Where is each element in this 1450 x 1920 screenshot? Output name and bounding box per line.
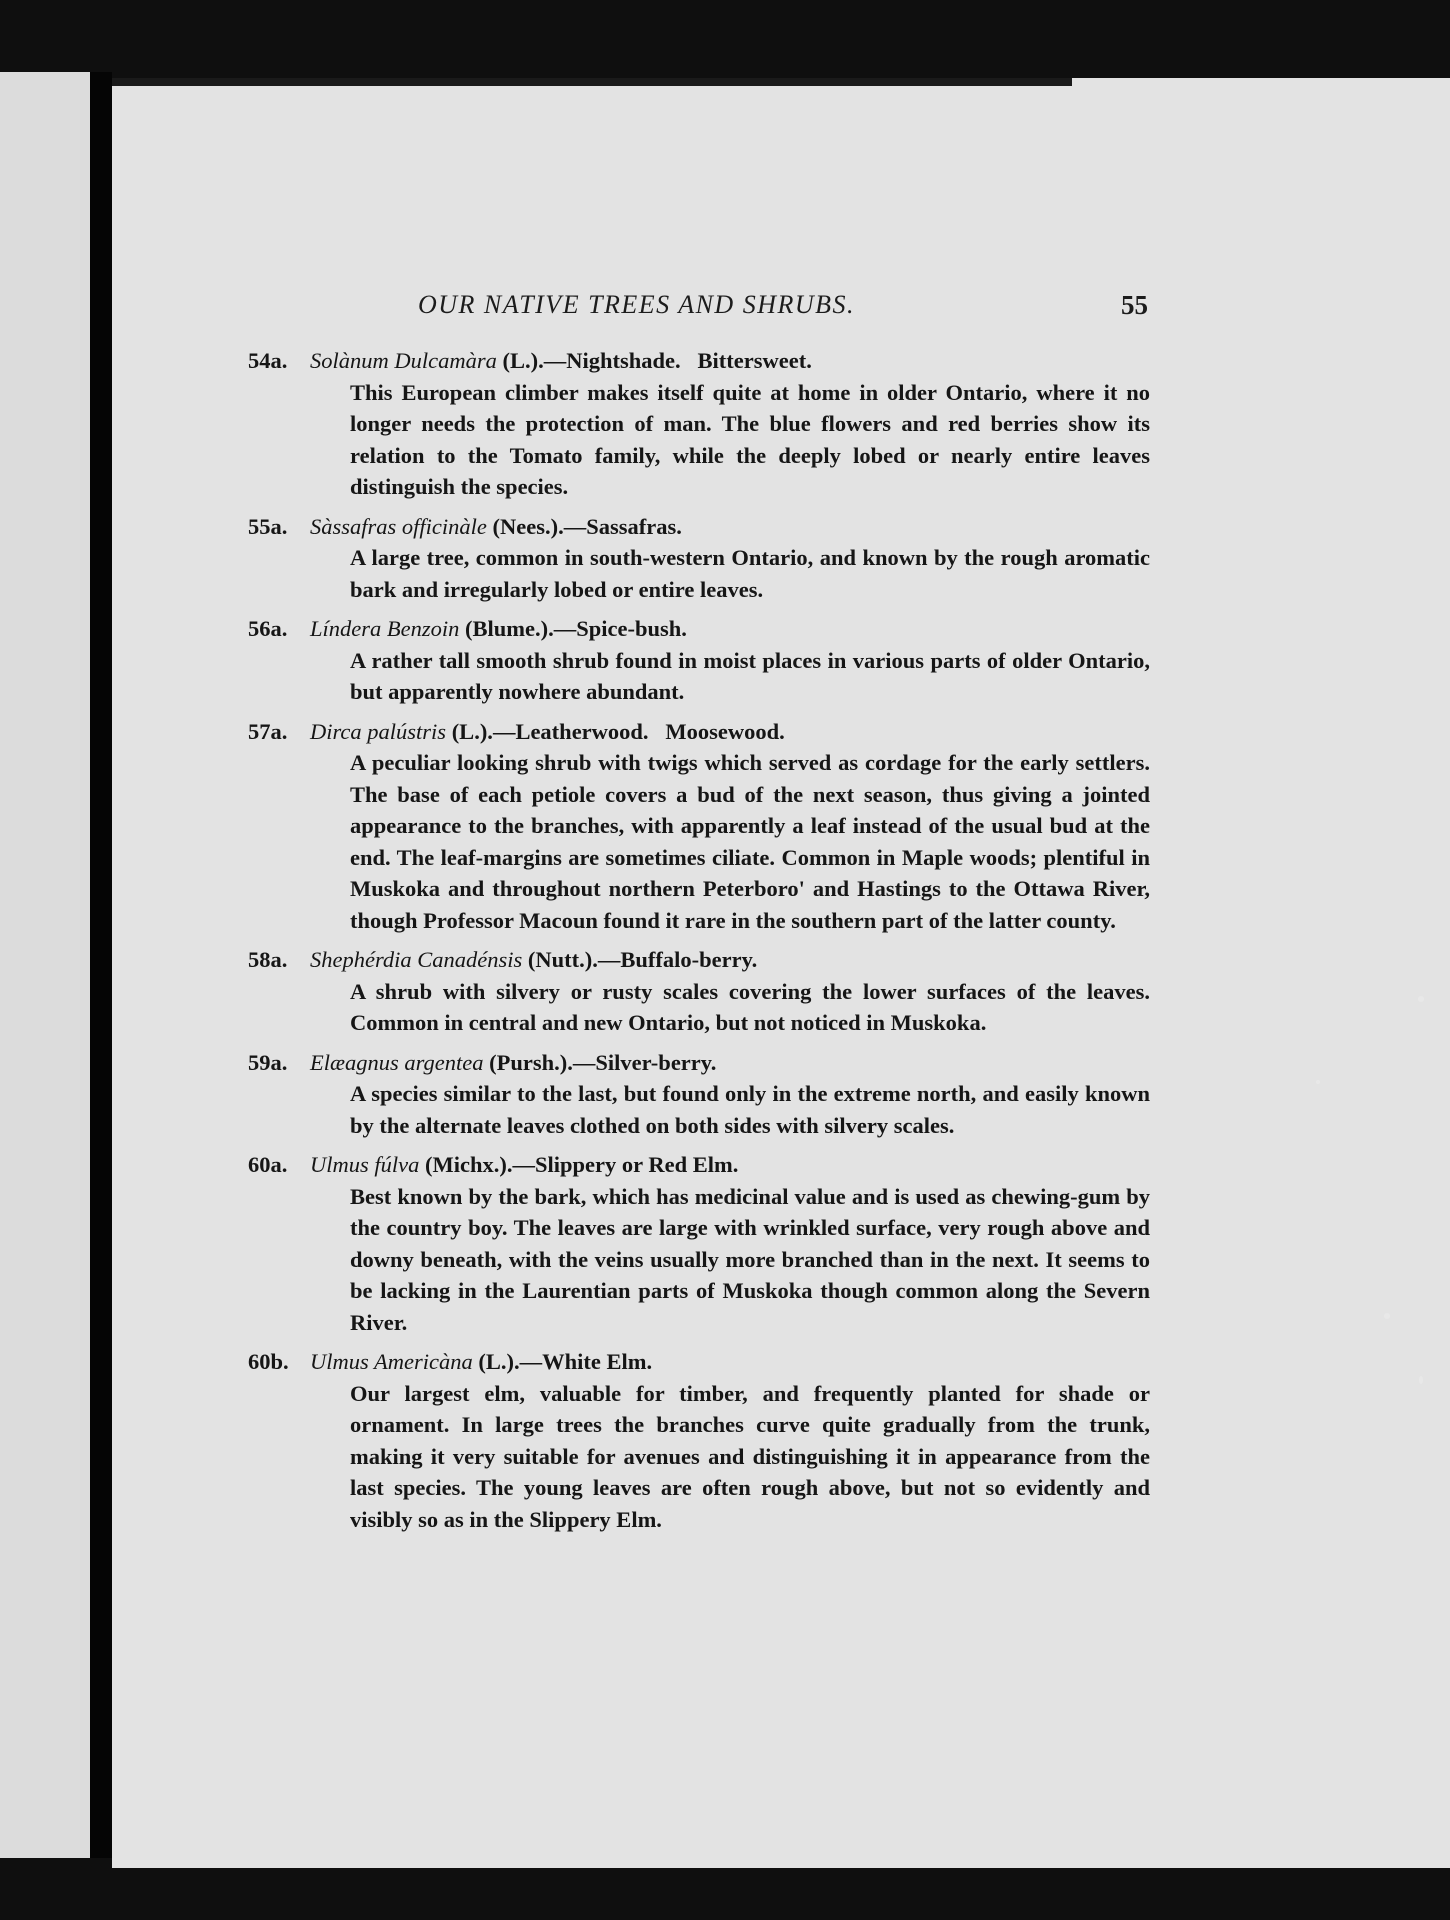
authority: (Pursh.). [489,1049,573,1075]
entry-description: A large tree, common in south-western Ontario, and known by the rough aromatic bark and irregularly lobed or entire leaves. [350,545,1150,602]
entry-description: Best known by the bark, which has medicinal value and is used as chewing-gum by the country boy. The leaves are large with wrinkled surface, very rough above and downy beneath, with the veins usually more branched than in the next. It seems to be lacking in the Laurentian parts of Muskoka though common along the Severn River. [350,1183,1150,1335]
species-entry [248,345,1150,503]
book-gutter [90,72,112,1858]
entry-description: A species similar to the last, but found only in the extreme north, and easily known by the alternate leaves clothed on both sides with silvery scales. [350,1081,1150,1138]
entry-description: This European climber makes itself quite at home in older Ontario, where it no longer needs the protection of man. The blue flowers and red berries show its relation to the Tomato family, while the deeply lobed or nearly entire leaves distinguish the species. [350,379,1150,499]
entry-description: A shrub with silvery or rusty scales covering the lower surfaces of the leaves. Common in central and new Ontario, but not noticed in Muskoka. [350,978,1150,1035]
species-entry [248,944,1150,1039]
common-name: —Silver-berry. [572,1049,717,1075]
common-name: —Buffalo-berry. [597,947,758,972]
scientific-name: Shephérdia Canadénsis [310,947,523,972]
entry-heading [248,944,1150,976]
entry-number: 60b. [248,1349,289,1374]
species-entry [248,1346,1150,1535]
scientific-name: Dirca palústris [310,718,447,744]
entry-heading [248,511,1150,543]
authority: (L.). [451,718,493,744]
scan-speck [1418,996,1424,1002]
entry-heading [248,1346,1150,1378]
entry-heading [248,1047,1150,1079]
scientific-name: Sàssafras officinàle [310,513,487,539]
common-name: —Leatherwood. Moosewood. [492,718,785,744]
scientific-name: Solànum Dulcamàra [310,348,497,373]
species-entry [248,511,1150,606]
entry-heading [248,613,1150,645]
common-name: —Spice-bush. [553,616,687,641]
authority: (Michx.). [425,1152,513,1177]
common-name: —White Elm. [519,1349,653,1374]
entry-heading [248,716,1150,748]
page-number: 55 [1121,290,1148,320]
page-top-shadow [112,78,1072,86]
entry-description: A peculiar looking shrub with twigs which served as cordage for the early settlers. The base of each petiole covers a bud of the next season, thus giving a jointed appearance to the branches, with apparently a leaf instead of the usual bud at the end. The leaf-margins are sometimes ciliate. Common in Maple woods; plentiful in Muskoka and throughout northern Peterboro' and Hastings to the Ottawa River, though Professor Macoun found it rare in the southern part of the latter county. [350,750,1150,933]
authority: (Nees.). [492,513,564,539]
scan-speck [1316,1080,1320,1084]
species-entry [248,613,1150,708]
scan-speck [1419,1376,1423,1384]
authority: (Blume.). [465,616,554,641]
species-entry [248,1047,1150,1142]
scientific-name: Ulmus Americàna [310,1349,473,1374]
scientific-name: Líndera Benzoin [310,616,460,641]
entry-number: 56a. [248,616,288,641]
entry-description: Our largest elm, valuable for timber, and frequently planted for shade or ornament. In large trees the branches curve quite gradually from the trunk, making it very suitable for avenues and distinguishing it in appearance from the last species. The young leaves are often rough above, but not so evidently and visibly so as in the Slippery Elm. [350,1380,1150,1532]
entry-number: 57a. [248,718,288,744]
scientific-name: Elæagnus argentea [310,1049,484,1075]
common-name: —Sassafras. [563,513,682,539]
species-entry [248,1149,1150,1338]
species-entry [248,716,1150,937]
entry-heading [248,1149,1150,1181]
common-name: —Nightshade. Bittersweet. [543,348,812,373]
common-name: —Slippery or Red Elm. [512,1152,739,1177]
scientific-name: Ulmus fúlva [310,1152,420,1177]
authority: (Nutt.). [527,947,598,972]
authority: (L.). [478,1349,520,1374]
scan-speck [1384,1313,1390,1319]
entry-description: A rather tall smooth shrub found in moist places in various parts of older Ontario, but apparently nowhere abundant. [350,647,1150,704]
entry-heading [248,345,1150,377]
entry-number: 59a. [248,1049,288,1075]
species-entries [248,345,1150,1543]
entry-number: 60a. [248,1152,288,1177]
entry-number: 54a. [248,348,288,373]
entry-number: 58a. [248,947,288,972]
entry-number: 55a. [248,513,288,539]
previous-page-edge [0,72,90,1858]
authority: (L.). [502,348,544,373]
running-head: OUR NATIVE TREES AND SHRUBS. [418,290,856,319]
